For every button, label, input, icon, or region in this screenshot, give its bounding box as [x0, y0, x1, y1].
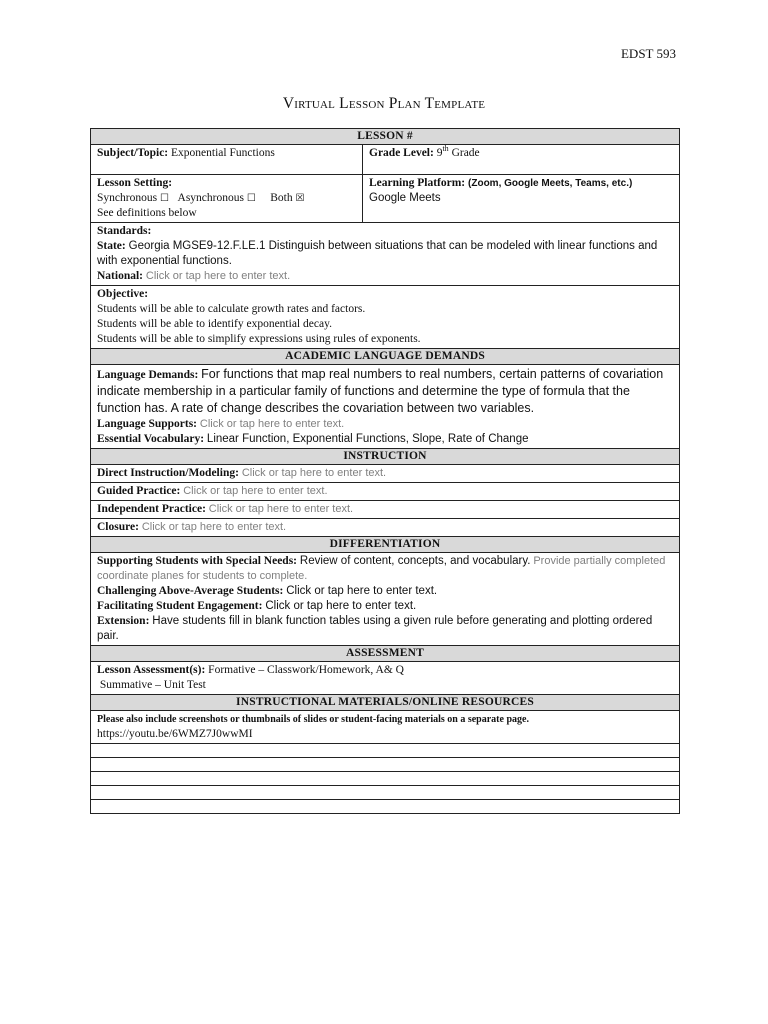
lesson-header: LESSON # [91, 129, 680, 145]
grade-suffix: th [442, 144, 449, 154]
independent-placeholder[interactable]: Click or tap here to enter text. [208, 503, 354, 515]
independent-label: Independent Practice: [97, 503, 206, 515]
objective-line[interactable]: Students will be able to simplify expressions using rules of exponents. [97, 333, 421, 345]
platform-value: Google Meets [369, 192, 441, 204]
objective-line[interactable]: Students will be able to identify exponential decay. [97, 318, 332, 330]
state-label: State: [97, 240, 126, 252]
vocabulary-value[interactable]: Linear Function, Exponential Functions, Slope, Rate of Change [206, 433, 529, 445]
challenging-value[interactable]: Click or tap here to enter text. [286, 585, 438, 597]
language-demands-label: Language Demands: [97, 369, 199, 381]
closure-row [91, 519, 680, 537]
differentiation-cell [91, 553, 680, 646]
assessment-cell [91, 662, 680, 695]
vocabulary-label: Essential Vocabulary: [97, 433, 205, 445]
engagement-value[interactable]: Click or tap here to enter text. [265, 600, 417, 612]
objective-line[interactable]: Students will be able to calculate growth rates and factors. [97, 303, 366, 315]
extension-value[interactable]: Have students fill in blank function tables using a given rule before generating and plotting ordered pair. [97, 615, 653, 642]
lesson-plan-table [90, 128, 680, 814]
direct-label: Direct Instruction/Modeling: [97, 467, 239, 479]
guided-placeholder[interactable]: Click or tap here to enter text. [183, 485, 328, 497]
guided-label: Guided Practice: [97, 485, 181, 497]
national-placeholder[interactable]: Click or tap here to enter text. [145, 270, 291, 282]
extension-label: Extension: [97, 615, 150, 627]
platform-label: Learning Platform: [369, 177, 466, 189]
subject-value: Exponential Functions [171, 147, 275, 159]
objective-cell [91, 286, 680, 349]
platform-cell[interactable] [363, 175, 680, 223]
language-supports-placeholder[interactable]: Click or tap here to enter text. [199, 418, 345, 430]
special-needs-value[interactable]: Review of content, concepts, and vocabulary. [299, 555, 531, 567]
grade-value: Grade [451, 147, 480, 159]
blank-row[interactable] [91, 772, 680, 786]
grade-cell[interactable] [363, 145, 680, 175]
closure-placeholder[interactable]: Click or tap here to enter text. [141, 521, 287, 533]
language-demands-value[interactable]: For functions that map real numbers to real numbers, certain patterns of covariation indicate membership in a particular family of functions and determine the type of formula that the function has. A rate of change describes the covariation between two variables. [97, 367, 664, 415]
page-title: Virtual Lesson Plan Template [282, 95, 486, 112]
language-cell [91, 365, 680, 449]
both-checkbox[interactable]: ☒ [295, 193, 305, 204]
guided-practice-row [91, 483, 680, 501]
subject-cell[interactable] [91, 145, 363, 175]
async-label: Asynchronous [177, 192, 244, 204]
special-needs-value-2[interactable]: Provide partially completed coordinate planes for students to complete. [97, 555, 666, 582]
standards-cell [91, 223, 680, 286]
national-label: National: [97, 270, 143, 282]
setting-cell [91, 175, 363, 223]
materials-header: INSTRUCTIONAL MATERIALS/ONLINE RESOURCES [91, 695, 680, 711]
state-value[interactable]: Georgia MGSE9-12.F.LE.1 Distinguish between situations that can be modeled with linear functions and with exponential functions. [97, 240, 658, 267]
sync-label: Synchronous [97, 192, 158, 204]
summative-value[interactable]: Summative – Unit Test [99, 679, 206, 691]
grade-label: Grade Level: [369, 147, 434, 159]
blank-row[interactable] [91, 744, 680, 758]
objective-label: Objective: [97, 288, 149, 300]
materials-note: Please also include screenshots or thumbnails of slides or student-facing materials on a separate page. [97, 714, 529, 725]
platform-hint: (Zoom, Google Meets, Teams, etc.) [468, 178, 633, 189]
async-checkbox[interactable]: ☐ [246, 193, 256, 204]
language-supports-label: Language Supports: [97, 418, 198, 430]
engagement-label: Facilitating Student Engagement: [97, 600, 263, 612]
closure-label: Closure: [97, 521, 139, 533]
assessment-header: ASSESSMENT [91, 646, 680, 662]
instruction-header: INSTRUCTION [91, 449, 680, 465]
grade-number: 9 [436, 147, 443, 159]
independent-practice-row [91, 501, 680, 519]
standards-label: Standards: [97, 225, 152, 237]
challenging-label: Challenging Above-Average Students: [97, 585, 284, 597]
direct-instruction-row [91, 465, 680, 483]
blank-row[interactable] [91, 758, 680, 772]
assessment-label: Lesson Assessment(s): [97, 664, 206, 676]
blank-row[interactable] [91, 800, 680, 814]
materials-link[interactable]: https://youtu.be/6WMZ7J0wwMI [97, 728, 253, 740]
both-label: Both [270, 192, 293, 204]
setting-label: Lesson Setting: [97, 177, 173, 189]
sync-checkbox[interactable]: ☐ [159, 193, 169, 204]
setting-note: See definitions below [97, 207, 197, 219]
blank-row[interactable] [91, 786, 680, 800]
academic-language-header: ACADEMIC LANGUAGE DEMANDS [91, 349, 680, 365]
materials-cell [91, 711, 680, 744]
formative-value[interactable]: Formative – Classwork/Homework, A& Q [208, 664, 404, 676]
direct-placeholder[interactable]: Click or tap here to enter text. [241, 467, 387, 479]
differentiation-header: DIFFERENTIATION [91, 537, 680, 553]
special-needs-label: Supporting Students with Special Needs: [97, 555, 298, 567]
subject-label: Subject/Topic: [97, 147, 169, 159]
course-code: EDST 593 [620, 46, 676, 61]
